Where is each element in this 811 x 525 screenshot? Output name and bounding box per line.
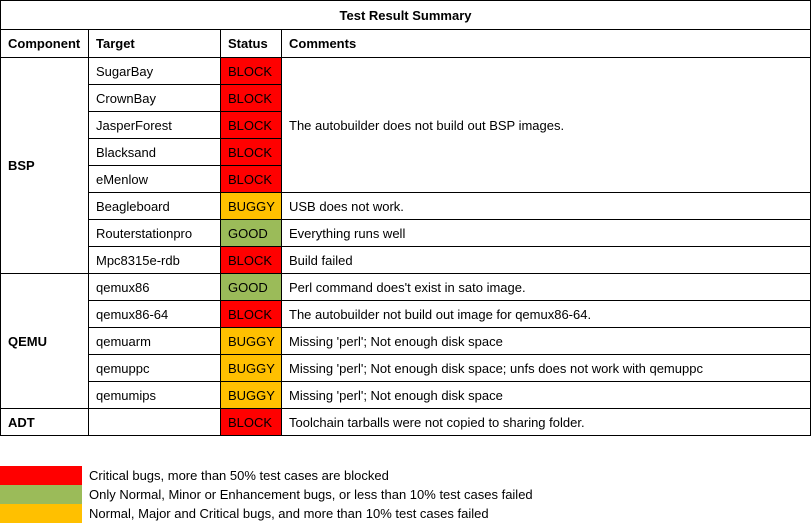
status-cell: BLOCK [221,247,282,274]
legend-text: Critical bugs, more than 50% test cases are blocked [89,468,389,483]
table-row [1,301,811,328]
target-cell: Routerstationpro [89,220,221,247]
header-status: Status [221,30,282,58]
legend-swatch-good [0,485,82,504]
comment-cell: Everything runs well [282,220,811,247]
status-cell: BLOCK [221,139,282,166]
header-target: Target [89,30,221,58]
component-cell: BSP [1,58,89,274]
status-cell: GOOD [221,274,282,301]
target-cell: SugarBay [89,58,221,85]
table-row [1,382,811,409]
comment-cell: The autobuilder not build out image for qemux86-64. [282,301,811,328]
header-component: Component [1,30,89,58]
status-cell: BUGGY [221,355,282,382]
target-cell [89,409,221,436]
status-cell: BUGGY [221,328,282,355]
table-row [1,58,811,85]
target-cell: Blacksand [89,139,221,166]
status-cell: BLOCK [221,166,282,193]
target-cell: CrownBay [89,85,221,112]
legend-swatch-buggy [0,504,82,523]
comment-cell: USB does not work. [282,193,811,220]
table-row [1,328,811,355]
legend-item [0,466,560,485]
comment-cell: Perl command does't exist in sato image. [282,274,811,301]
comment-cell: The autobuilder does not build out BSP images. [282,58,811,193]
comment-cell: Build failed [282,247,811,274]
status-cell: GOOD [221,220,282,247]
table-row [1,247,811,274]
comment-cell: Missing 'perl'; Not enough disk space [282,382,811,409]
status-cell: BUGGY [221,193,282,220]
status-cell: BLOCK [221,301,282,328]
legend-swatch-block [0,466,82,485]
target-cell: Mpc8315e-rdb [89,247,221,274]
table-row [1,355,811,382]
component-cell: QEMU [1,274,89,409]
status-cell: BLOCK [221,85,282,112]
target-cell: eMenlow [89,166,221,193]
legend-item [0,504,560,523]
target-cell: qemuarm [89,328,221,355]
status-cell: BUGGY [221,382,282,409]
target-cell: Beagleboard [89,193,221,220]
target-cell: JasperForest [89,112,221,139]
component-cell: ADT [1,409,89,436]
table-row [1,409,811,436]
comment-cell: Toolchain tarballs were not copied to sharing folder. [282,409,811,436]
target-cell: qemux86-64 [89,301,221,328]
status-cell: BLOCK [221,112,282,139]
table-row [1,193,811,220]
legend-item [0,485,560,504]
status-cell: BLOCK [221,58,282,85]
table-row [1,274,811,301]
legend-text: Normal, Major and Critical bugs, and more than 10% test cases failed [89,506,489,521]
header-row [1,30,811,58]
target-cell: qemux86 [89,274,221,301]
legend-text: Only Normal, Minor or Enhancement bugs, or less than 10% test cases failed [89,487,533,502]
table-row [1,220,811,247]
target-cell: qemumips [89,382,221,409]
comment-cell: Missing 'perl'; Not enough disk space; unfs does not work with qemuppc [282,355,811,382]
header-comments: Comments [282,30,811,58]
title-row [1,1,811,30]
target-cell: qemuppc [89,355,221,382]
comment-cell: Missing 'perl'; Not enough disk space [282,328,811,355]
status-cell: BLOCK [221,409,282,436]
table-title: Test Result Summary [1,1,811,30]
